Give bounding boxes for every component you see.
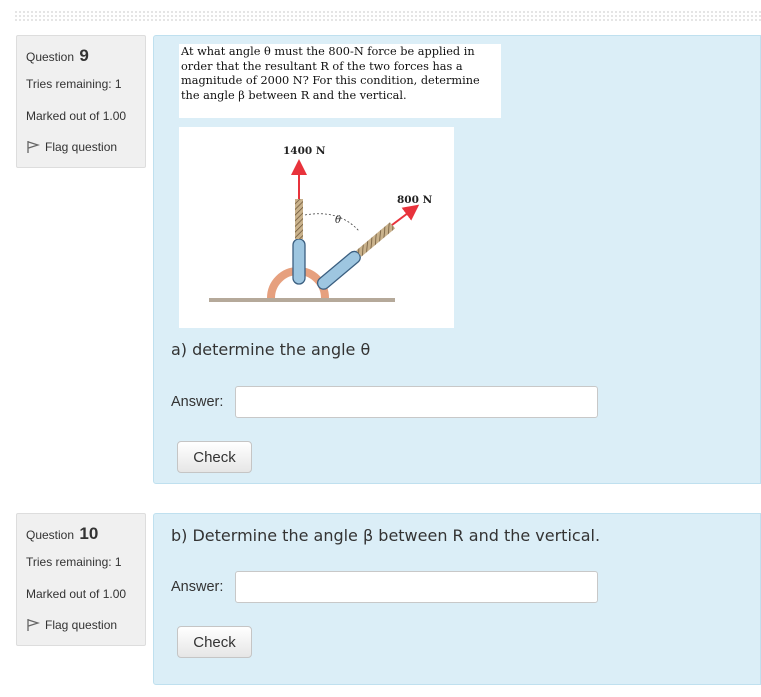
angled-rope xyxy=(356,222,395,256)
flag-question-link[interactable] xyxy=(26,618,117,632)
angle-label: θ xyxy=(335,215,342,226)
marked-out-of: Marked out of 1.00 xyxy=(26,587,127,601)
flag-icon xyxy=(26,618,40,632)
question-part-b: b) Determine the angle β between R and the vertical. xyxy=(171,526,601,545)
tries-remaining: Tries remaining: 1 xyxy=(26,77,122,91)
problem-line: magnitude of 2000 N? For this condition, determine xyxy=(181,74,480,87)
force-diagram xyxy=(179,127,454,328)
question-part-a: a) determine the angle θ xyxy=(171,340,371,359)
force-diagram-svg xyxy=(179,127,454,328)
answer-label: Answer: xyxy=(171,394,224,410)
problem-line: order that the resultant R of the two forces has a xyxy=(181,59,463,73)
ground xyxy=(209,298,395,302)
flag-question-label: Flag question xyxy=(45,618,118,632)
answer-label: Answer: xyxy=(171,579,224,595)
problem-line: the angle β between R and the vertical. xyxy=(181,88,407,102)
flag-question-link[interactable] xyxy=(26,140,117,154)
question-10-info xyxy=(16,513,146,646)
marked-out-of: Marked out of 1.00 xyxy=(26,109,127,123)
question-10-formulation xyxy=(153,513,761,685)
check-button-q10[interactable]: Check xyxy=(177,626,252,658)
question-number: Question 9 xyxy=(26,46,89,65)
answer-input-q10[interactable] xyxy=(235,571,598,603)
check-button-q9[interactable]: Check xyxy=(177,441,252,473)
vertical-link xyxy=(293,239,305,284)
question-9-info xyxy=(16,35,146,168)
question-number: Question 10 xyxy=(26,524,99,543)
top-divider xyxy=(14,10,761,22)
flag-question-label: Flag question xyxy=(45,140,118,154)
flag-icon xyxy=(26,140,40,154)
angle-arc xyxy=(305,214,359,231)
vertical-rope xyxy=(295,199,303,239)
force-label-vertical: 1400 N xyxy=(283,145,326,157)
answer-input-q9[interactable] xyxy=(235,386,598,418)
question-9-formulation xyxy=(153,35,761,484)
tries-remaining: Tries remaining: 1 xyxy=(26,555,122,569)
angled-link xyxy=(315,249,363,292)
problem-line: At what angle θ must the 800-N force be applied in xyxy=(181,45,475,58)
force-label-angled: 800 N xyxy=(397,194,433,206)
force-arrow-angled xyxy=(392,207,416,225)
problem-statement xyxy=(179,44,501,118)
